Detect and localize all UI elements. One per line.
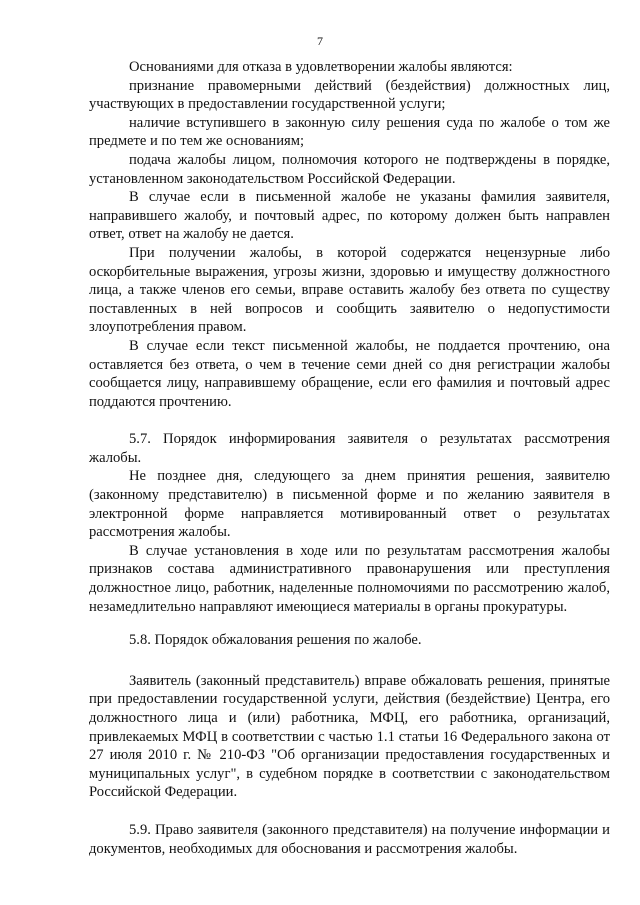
paragraph-appeal-in-court: Заявитель (законный представитель) вправе обжаловать решения, принятые при предоставлении государственной услуги, действия (бездействие) Центра, его должностного лица и (или) работника, МФЦ, его работника, организаций, привлекаемых МФЦ в соответствии с частью 1.1 статьи 16 Федерального закона от 27 июля 2010 г. № 210-ФЗ "Об организации предоставления государственных и муниципальных услуг", в судебном порядке в соответствии с законодательством Российской Федерации. — [89, 672, 610, 801]
section-5-9-heading: 5.9. Право заявителя (законного представителя) на получение информации и документов, необходимых для обоснования и рассмотрения жалобы. — [89, 821, 610, 857]
paragraph-ground-court-decision: наличие вступившего в законную силу решения суда по жалобе о том же предмете и по тем же основаниям; — [89, 114, 610, 150]
paragraph-no-name-address: В случае если в письменной жалобе не указаны фамилия заявителя, направившего жалобу, и почтовый адрес, по которому должен быть направлен ответ, ответ на жалобу не дается. — [89, 189, 610, 243]
paragraph-unreadable-text: В случае если текст письменной жалобы, не поддается прочтению, она оставляется без ответа, о чем в течение семи дней со дня регистрации жалобы сообщается лицу, направившему обращение, если его фамилия и почтовый адрес поддаются прочтению. — [89, 337, 610, 410]
paragraph-refusal-grounds: Основаниями для отказа в удовлетворении жалобы являются: — [129, 59, 513, 75]
paragraph-obscene-language: При получении жалобы, в которой содержатся нецензурные либо оскорбительные выражения, угрозы жизни, здоровью и имуществу должностного лица, а также членов его семьи, вправе оставить жалобу без ответа по существу поставленных в ней вопросов и сообщить заявителю о недопустимости злоупотребления правом. — [89, 244, 610, 336]
document-body — [89, 58, 610, 858]
section-5-7-heading: 5.7. Порядок информирования заявителя о результатах рассмотрения жалобы. — [89, 431, 610, 466]
paragraph-ground-unconfirmed-authority: подача жалобы лицом, полномочия которого не подтверждены в порядке, установленном законодательством Российской Федерации. — [89, 151, 610, 187]
section-5-8-heading: 5.8. Порядок обжалования решения по жалобе. — [129, 632, 422, 649]
paragraph-reasoned-response: Не позднее дня, следующего за днем принятия решения, заявителю (законному представителю) в письменной форме и по желанию заявителя в электронной форме направляется мотивированный ответ о результатах рассмотрения жалобы. — [89, 468, 610, 541]
paragraph-ground-lawful-actions: признание правомерными действий (бездействия) должностных лиц, участвующих в предоставлении государственной услуги; — [89, 77, 610, 113]
page-number: 7 — [317, 34, 323, 48]
paragraph-prosecutor-referral: В случае установления в ходе или по результатам рассмотрения жалобы признаков состава административного правонарушения или преступления должностное лицо, работник, наделенные полномочиями по рассмотрению жалоб, незамедлительно направляют имеющиеся материалы в органы прокуратуры. — [89, 542, 610, 615]
